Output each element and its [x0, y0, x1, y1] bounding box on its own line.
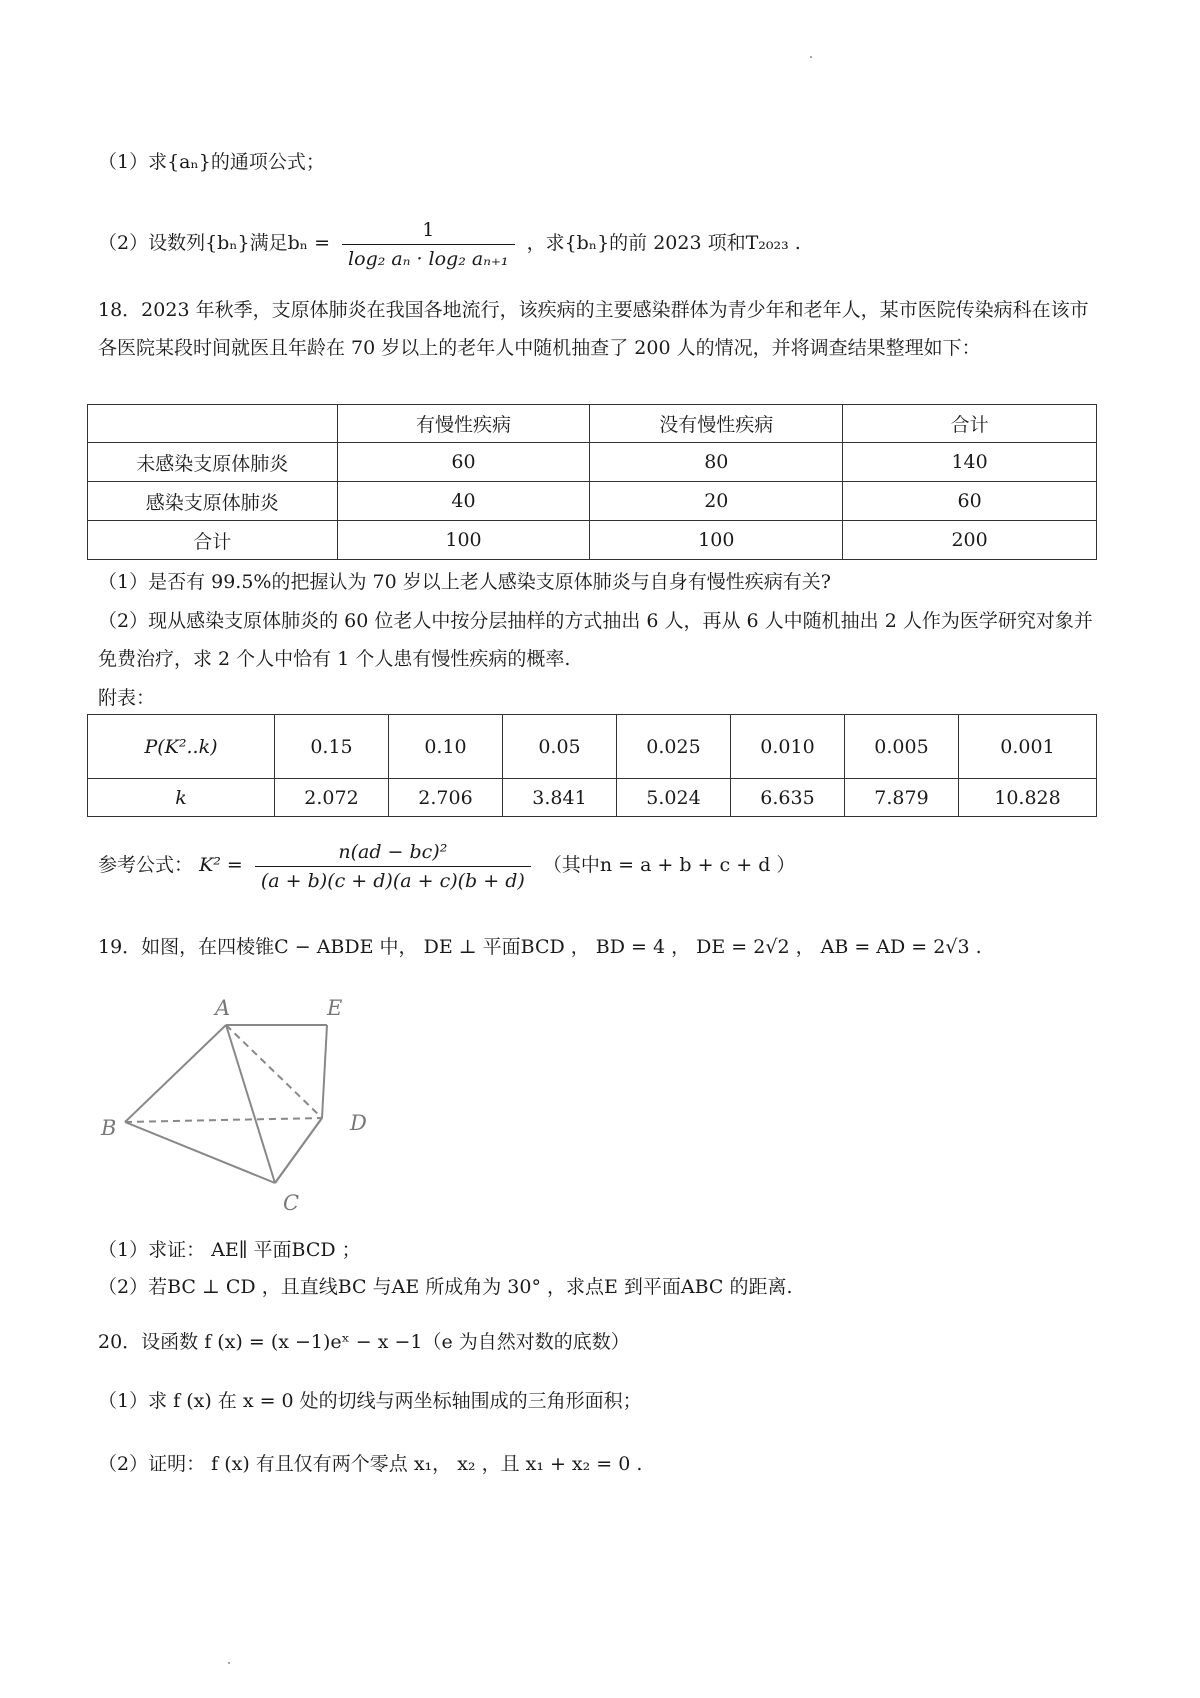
- table-cell: 0.15: [275, 715, 389, 779]
- table-row: [88, 482, 1097, 521]
- pyramid-figure: [95, 985, 415, 1215]
- table-cell: 0.10: [389, 715, 503, 779]
- survey-table: [87, 404, 1097, 560]
- table-cell: 20: [590, 482, 843, 521]
- row-label: k: [88, 779, 275, 817]
- table-cell: 200: [843, 521, 1097, 560]
- vertex-label-b: B: [101, 1116, 117, 1140]
- table-cell: 2.072: [275, 779, 389, 817]
- p18-question-2: （2）现从感染支原体肺炎的 60 位老人中按分层抽样的方式抽出 6 人，再从 6 人中随机抽出 2 人作为医学研究对象并免费治疗，求 2 个人中恰有 1 个人患有慢性疾病的概率.: [98, 610, 1093, 670]
- p17-fraction-numerator: 1: [342, 219, 515, 245]
- p17-q2-suffix: ，求{bₙ}的前 2023 项和T₂₀₂₃ .: [526, 232, 801, 254]
- table-cell: 0.025: [617, 715, 731, 779]
- row-label: 合计: [88, 521, 338, 560]
- table-cell: 0.05: [503, 715, 617, 779]
- reference-formula: [98, 835, 795, 895]
- appendix-label: 附表：: [98, 687, 156, 709]
- critical-value-table: [87, 714, 1097, 817]
- table-cell: 80: [590, 443, 843, 482]
- header-cell: [88, 405, 338, 443]
- p18-intro: 18．2023 年秋季，支原体肺炎在我国各地流行，该疾病的主要感染群体为青少年和老年人，某市医院传染病科在该市各医院某段时间就医且年龄在 70 岁以上的老年人中随机抽查了 200 人的情况，并将调查结果整理如下：: [98, 299, 1089, 359]
- formula-numerator: n(ad − bc)²: [255, 841, 531, 867]
- p19-question-2: （2）若BC ⊥ CD ，且直线BC 与AE 所成角为 30° ，求点E 到平面ABC 的距离.: [98, 1276, 793, 1298]
- header-cell: 有慢性疾病: [337, 405, 590, 443]
- formula-note: （其中n = a + b + c + d ）: [542, 854, 796, 876]
- p17-fraction: [342, 219, 515, 270]
- table-cell: 100: [337, 521, 590, 560]
- row-label: 未感染支原体肺炎: [88, 443, 338, 482]
- table-cell: 100: [590, 521, 843, 560]
- p19-intro: 19．如图，在四棱锥C − ABDE 中， DE ⊥ 平面BCD ， BD = 4 ， DE = 2√2 ， AB = AD = 2√3 .: [98, 936, 982, 958]
- formula-fraction: [255, 841, 531, 892]
- formula-denominator: (a + b)(c + d)(a + c)(b + d): [260, 869, 525, 892]
- p20-question-1: （1）求 f (x) 在 x = 0 处的切线与两坐标轴围成的三角形面积；: [98, 1390, 642, 1412]
- table-cell: 60: [843, 482, 1097, 521]
- row-label: P(K²..k): [88, 715, 275, 779]
- p20-question-2: （2）证明： f (x) 有且仅有两个零点 x₁， x₂ ，且 x₁ + x₂ = 0 .: [98, 1453, 643, 1475]
- p19-question-1: （1）求证： AE∥ 平面BCD ；: [98, 1239, 361, 1261]
- table-cell: 10.828: [959, 779, 1097, 817]
- survey-table-header: [88, 405, 1097, 443]
- table-cell: 140: [843, 443, 1097, 482]
- table-row: [88, 521, 1097, 560]
- formula-lhs: K² =: [199, 854, 243, 876]
- table-cell: 0.001: [959, 715, 1097, 779]
- table-cell: 0.005: [845, 715, 959, 779]
- table-cell: 6.635: [731, 779, 845, 817]
- table-cell: 60: [337, 443, 590, 482]
- p17-question-1: （1）求{aₙ}的通项公式；: [98, 151, 325, 173]
- vertex-label-c: C: [283, 1191, 300, 1215]
- vertex-label-d: D: [350, 1111, 367, 1135]
- scan-speck: [228, 1662, 230, 1664]
- p18-question-1: （1）是否有 99.5%的把握认为 70 岁以上老人感染支原体肺炎与自身有慢性疾病有关?: [98, 571, 831, 593]
- row-label: 感染支原体肺炎: [88, 482, 338, 521]
- table-cell: 0.010: [731, 715, 845, 779]
- table-cell: 2.706: [389, 779, 503, 817]
- header-cell: 合计: [843, 405, 1097, 443]
- table-cell: 3.841: [503, 779, 617, 817]
- vertex-label-e: E: [327, 996, 343, 1020]
- p17-question-2: [98, 215, 801, 271]
- p17-q2-prefix: （2）设数列{bₙ}满足bₙ =: [98, 232, 330, 254]
- table-row: [88, 779, 1097, 817]
- p17-fraction-denominator: log₂ aₙ · log₂ aₙ₊₁: [348, 247, 509, 270]
- table-cell: 40: [337, 482, 590, 521]
- vertex-label-a: A: [215, 996, 231, 1020]
- header-cell: 没有慢性疾病: [590, 405, 843, 443]
- scan-speck: [810, 56, 812, 58]
- table-row: [88, 443, 1097, 482]
- p20-intro: 20．设函数 f (x) = (x −1)eˣ − x −1（e 为自然对数的底数）: [98, 1331, 630, 1353]
- table-cell: 7.879: [845, 779, 959, 817]
- formula-label: 参考公式：: [98, 854, 194, 876]
- table-cell: 5.024: [617, 779, 731, 817]
- table-row: [88, 715, 1097, 779]
